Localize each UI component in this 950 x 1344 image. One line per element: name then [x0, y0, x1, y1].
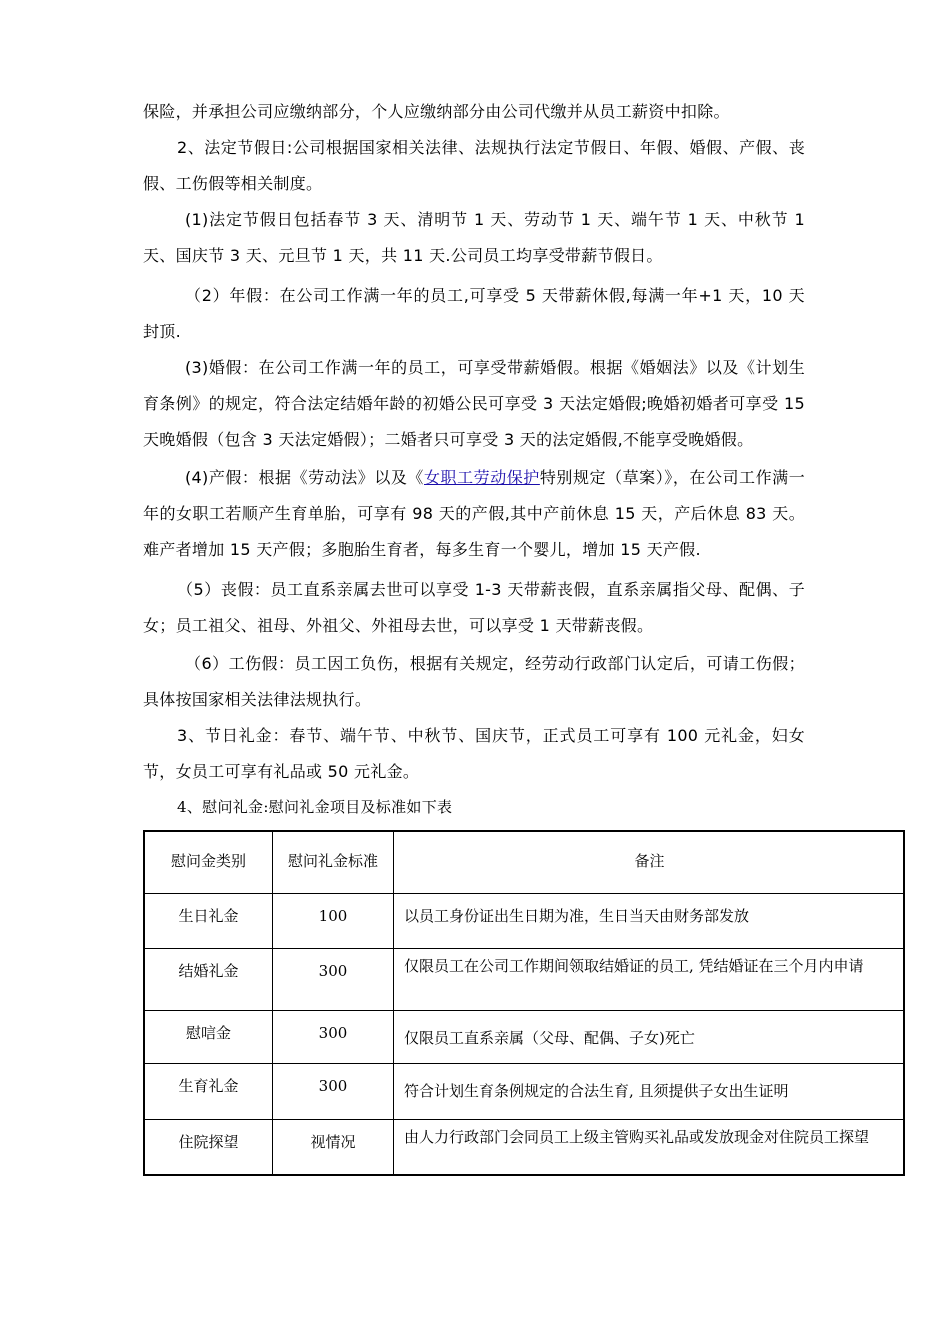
paragraph-festival-gifts: 3、节日礼金：春节、端午节、中秋节、国庆节，正式员工可享有 100 元礼金，妇女节，女员工可享有礼品或 50 元礼金。: [143, 726, 805, 781]
cell-amount: 300: [273, 1010, 394, 1063]
paragraph-insurance: 保险，并承担公司应缴纳部分，个人应缴纳部分由公司代缴并从员工薪资中扣除。: [143, 102, 730, 121]
paragraph-holidays-intro: 2、法定节假日:公司根据国家相关法律、法规执行法定节假日、年假、婚假、产假、丧假、工伤假等相关制度。: [143, 138, 805, 193]
cell-note: 以员工身份证出生日期为准，生日当天由财务部发放: [394, 893, 905, 948]
cell-amount: 300: [273, 1063, 394, 1119]
table-header-row: [144, 831, 904, 893]
header-type: 慰问金类别: [144, 831, 273, 893]
table-row: [144, 948, 904, 1010]
paragraph-condolence-intro: 4、慰问礼金:慰问礼金项目及标准如下表: [177, 798, 453, 816]
paragraph-marriage-leave: (3)婚假：在公司工作满一年的员工，可享受带薪婚假。根据《婚姻法》以及《计划生育条例》的规定，符合法定结婚年龄的初婚公民可享受 3 天法定婚假;晚婚初婚者可享受 15 天晚婚假（包含 3 天法定婚假）；二婚者只可享受 3 天的法定婚假,不能享受晚婚假。: [143, 358, 805, 449]
maternity-text-before: (4)产假：根据《劳动法》以及《: [185, 468, 424, 487]
paragraph-maternity-leave: [143, 460, 805, 568]
table-row: [144, 1010, 904, 1063]
maternity-text-after: 特别规定（草案）》，在公司工作满一年的女职工若顺产生育单胎，可享有 98 天的产假,其中产前休息 15 天，产后休息 83 天。难产者增加 15 天产假；多胞胎生育者，每多生育一个婴儿，增加 15 天产假.: [143, 468, 806, 559]
table-row: [144, 893, 904, 948]
header-note: 备注: [394, 831, 905, 893]
cell-type: 慰唁金: [144, 1010, 273, 1063]
cell-note: 由人力行政部门会同员工上级主管购买礼品或发放现金对住院员工探望: [394, 1119, 905, 1175]
header-amount: 慰问礼金标准: [273, 831, 394, 893]
cell-amount: 300: [273, 948, 394, 1010]
cell-amount: 视情况: [273, 1119, 394, 1175]
cell-type: 住院探望: [144, 1119, 273, 1175]
cell-type: 结婚礼金: [144, 948, 273, 1010]
cell-type: 生日礼金: [144, 893, 273, 948]
women-labor-protection-link[interactable]: 女职工劳动保护: [424, 468, 540, 487]
paragraph-annual-leave: （2）年假：在公司工作满一年的员工,可享受 5 天带薪休假,每满一年+1 天，10 天封顶.: [143, 286, 805, 341]
table-row: [144, 1119, 904, 1175]
cell-amount: 100: [273, 893, 394, 948]
paragraph-bereavement-leave: （5）丧假：员工直系亲属去世可以享受 1-3 天带薪丧假，直系亲属指父母、配偶、子女；员工祖父、祖母、外祖父、外祖母去世，可以享受 1 天带薪丧假。: [143, 580, 805, 635]
cell-type: 生育礼金: [144, 1063, 273, 1119]
cell-note: 符合计划生育条例规定的合法生育, 且须提供子女出生证明: [394, 1063, 905, 1119]
table-row: [144, 1063, 904, 1119]
cell-note: 仅限员工在公司工作期间领取结婚证的员工, 凭结婚证在三个月内申请: [394, 948, 905, 1010]
cell-note: 仅限员工直系亲属（父母、配偶、子女)死亡: [394, 1010, 905, 1063]
paragraph-injury-leave: （6）工伤假：员工因工负伤，根据有关规定，经劳动行政部门认定后，可请工伤假；具体按国家相关法律法规执行。: [143, 654, 805, 709]
condolence-money-table: [143, 830, 905, 1176]
paragraph-statutory-holidays: (1)法定节假日包括春节 3 天、清明节 1 天、劳动节 1 天、端午节 1 天、中秋节 1 天、国庆节 3 天、元旦节 1 天，共 11 天.公司员工均享受带薪节假日。: [143, 210, 805, 265]
